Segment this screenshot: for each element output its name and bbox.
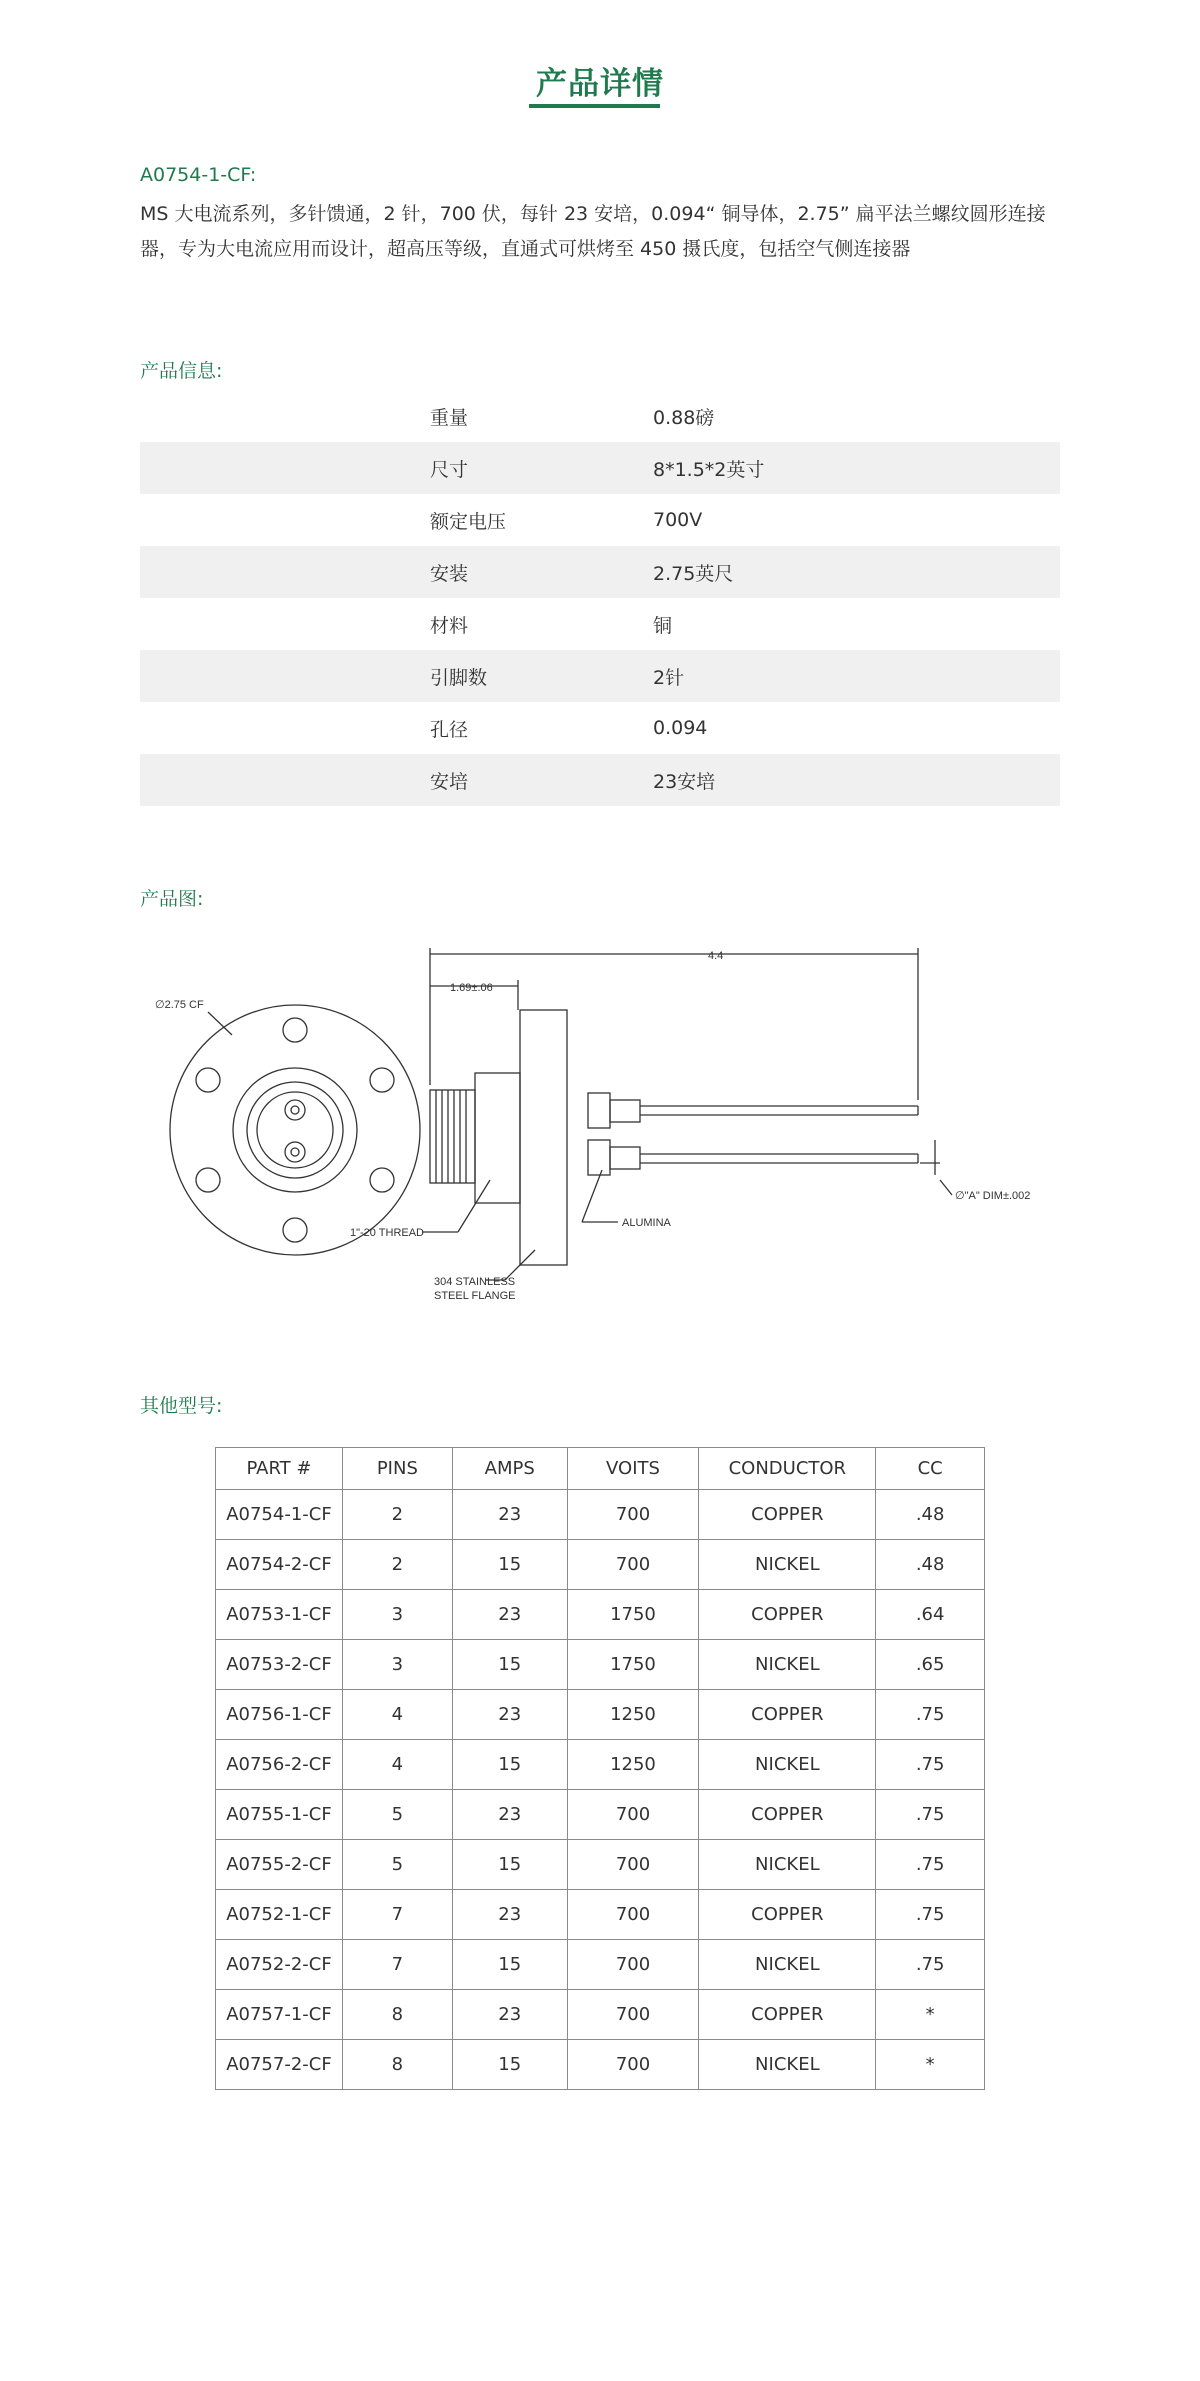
table-cell: A0753-1-CF <box>216 1590 343 1640</box>
table-cell: .75 <box>876 1790 985 1840</box>
table-cell: 7 <box>342 1890 452 1940</box>
info-value: 2.75英尺 <box>653 546 1060 598</box>
table-cell: 15 <box>452 2040 567 2090</box>
column-header: CONDUCTOR <box>699 1448 876 1490</box>
table-cell: COPPER <box>699 1490 876 1540</box>
other-models-table <box>215 1447 985 2090</box>
info-key: 重量 <box>430 406 469 429</box>
table-cell: A0756-1-CF <box>216 1690 343 1740</box>
table-cell: 7 <box>342 1940 452 1990</box>
info-value: 2针 <box>653 650 1060 702</box>
table-cell: .75 <box>876 1740 985 1790</box>
product-description: MS 大电流系列，多针馈通，2 针，700 伏，每针 23 安培，0.094“ 铜导体，2.75” 扁平法兰螺纹圆形连接器，专为大电流应用而设计，超高压等级，直通式可烘烤至 450 摄氏度，包括空气侧连接器 <box>140 203 1046 260</box>
table-row <box>216 1840 985 1890</box>
title-underline <box>529 104 660 108</box>
table-cell: 5 <box>342 1790 452 1840</box>
table-cell: .48 <box>876 1540 985 1590</box>
table-cell: 23 <box>452 1490 567 1540</box>
table-cell: 8 <box>342 2040 452 2090</box>
table-cell: 15 <box>452 1940 567 1990</box>
table-row <box>216 1740 985 1790</box>
info-row <box>140 546 1060 598</box>
table-cell: A0753-2-CF <box>216 1640 343 1690</box>
table-cell: 700 <box>567 1490 699 1540</box>
table-cell: NICKEL <box>699 1540 876 1590</box>
flange-material-line1: 304 STAINLESS <box>434 1276 516 1288</box>
table-cell: 700 <box>567 1840 699 1890</box>
table-cell: .75 <box>876 1840 985 1890</box>
table-cell: A0757-2-CF <box>216 2040 343 2090</box>
table-cell: 3 <box>342 1590 452 1640</box>
table-cell: A0752-2-CF <box>216 1940 343 1990</box>
info-row <box>140 754 1060 806</box>
table-cell: NICKEL <box>699 1940 876 1990</box>
flange-front-view <box>170 1005 420 1255</box>
table-cell: 1250 <box>567 1690 699 1740</box>
column-header: PART # <box>216 1448 343 1490</box>
insulator-annotation: ALUMINA <box>622 1217 671 1229</box>
column-header: AMPS <box>452 1448 567 1490</box>
table-cell: 700 <box>567 2040 699 2090</box>
column-header: CC <box>876 1448 985 1490</box>
table-cell: 700 <box>567 1790 699 1840</box>
table-cell: A0754-1-CF <box>216 1490 343 1540</box>
info-value: 8*1.5*2英寸 <box>653 442 1060 494</box>
table-cell: 2 <box>342 1490 452 1540</box>
product-info-table <box>140 390 1060 806</box>
model-label: A0754-1-CF: <box>140 164 257 186</box>
pin-dia-annotation: ∅"A" DIM±.002 <box>955 1190 1031 1202</box>
info-value: 0.88磅 <box>653 406 715 429</box>
table-cell: A0756-2-CF <box>216 1740 343 1790</box>
table-cell: 23 <box>452 1590 567 1640</box>
partial-length-annotation: 1.69±.06 <box>450 982 493 994</box>
info-row <box>140 390 1060 442</box>
total-length-annotation: 4.4 <box>708 950 724 962</box>
table-cell: 23 <box>452 1790 567 1840</box>
info-row <box>140 650 1060 702</box>
column-header: VOITS <box>567 1448 699 1490</box>
product-info-label: 产品信息: <box>140 360 223 382</box>
info-row <box>140 442 1060 494</box>
table-row <box>216 1940 985 1990</box>
table-cell: 1250 <box>567 1740 699 1790</box>
table-row <box>216 1790 985 1840</box>
table-cell: 700 <box>567 1940 699 1990</box>
page-title: 产品详情 <box>536 66 664 102</box>
thread-annotation: 1"-20 THREAD <box>350 1227 425 1239</box>
table-cell: 1750 <box>567 1640 699 1690</box>
table-cell: COPPER <box>699 1990 876 2040</box>
table-row <box>216 1690 985 1740</box>
table-cell: 2 <box>342 1540 452 1590</box>
table-row <box>216 1540 985 1590</box>
product-drawing <box>140 930 1060 1320</box>
table-cell: 700 <box>567 1540 699 1590</box>
table-cell: 5 <box>342 1840 452 1890</box>
info-key: 尺寸 <box>140 442 653 494</box>
table-cell: * <box>876 1990 985 2040</box>
table-cell: A0755-1-CF <box>216 1790 343 1840</box>
table-cell: .64 <box>876 1590 985 1640</box>
table-cell: 1750 <box>567 1590 699 1640</box>
table-cell: 15 <box>452 1840 567 1890</box>
table-cell: COPPER <box>699 1690 876 1740</box>
table-row <box>216 1990 985 2040</box>
table-row <box>216 2040 985 2090</box>
table-cell: .75 <box>876 1890 985 1940</box>
info-key: 孔径 <box>430 718 469 741</box>
table-cell: NICKEL <box>699 1640 876 1690</box>
table-cell: 23 <box>452 1890 567 1940</box>
table-cell: .75 <box>876 1940 985 1990</box>
table-cell: 8 <box>342 1990 452 2040</box>
table-cell: COPPER <box>699 1790 876 1840</box>
feedthrough-side-view <box>422 948 952 1280</box>
table-cell: A0757-1-CF <box>216 1990 343 2040</box>
flange-dia-annotation: ∅2.75 CF <box>155 999 204 1011</box>
other-models-label: 其他型号: <box>140 1395 223 1417</box>
info-key: 引脚数 <box>140 650 653 702</box>
info-key: 额定电压 <box>430 510 507 533</box>
table-cell: A0755-2-CF <box>216 1840 343 1890</box>
table-cell: NICKEL <box>699 1840 876 1890</box>
table-row <box>216 1490 985 1540</box>
table-cell: COPPER <box>699 1890 876 1940</box>
info-value: 700V <box>653 509 703 531</box>
table-cell: A0754-2-CF <box>216 1540 343 1590</box>
table-cell: 15 <box>452 1540 567 1590</box>
column-header: PINS <box>342 1448 452 1490</box>
table-cell: 23 <box>452 1690 567 1740</box>
table-cell: 700 <box>567 1990 699 2040</box>
info-key: 安培 <box>140 754 653 806</box>
table-cell: NICKEL <box>699 1740 876 1790</box>
table-cell: .75 <box>876 1690 985 1740</box>
info-row <box>140 702 1060 754</box>
table-row <box>216 1590 985 1640</box>
table-cell: .65 <box>876 1640 985 1690</box>
table-cell: .48 <box>876 1490 985 1540</box>
table-row <box>216 1640 985 1690</box>
table-cell: NICKEL <box>699 2040 876 2090</box>
table-cell: 3 <box>342 1640 452 1690</box>
table-cell: COPPER <box>699 1590 876 1640</box>
info-row <box>140 598 1060 650</box>
info-key: 材料 <box>430 614 469 637</box>
info-value: 铜 <box>653 614 673 637</box>
info-value: 23安培 <box>653 754 1060 806</box>
table-cell: 4 <box>342 1690 452 1740</box>
table-cell: * <box>876 2040 985 2090</box>
table-cell: 4 <box>342 1740 452 1790</box>
info-value: 0.094 <box>653 717 708 739</box>
table-cell: A0752-1-CF <box>216 1890 343 1940</box>
product-drawing-label: 产品图: <box>140 888 204 910</box>
table-row <box>216 1890 985 1940</box>
table-cell: 15 <box>452 1740 567 1790</box>
table-cell: 23 <box>452 1990 567 2040</box>
info-key: 安装 <box>140 546 653 598</box>
table-cell: 15 <box>452 1640 567 1690</box>
flange-material-line2: STEEL FLANGE <box>434 1290 516 1302</box>
table-cell: 700 <box>567 1890 699 1940</box>
info-row <box>140 494 1060 546</box>
